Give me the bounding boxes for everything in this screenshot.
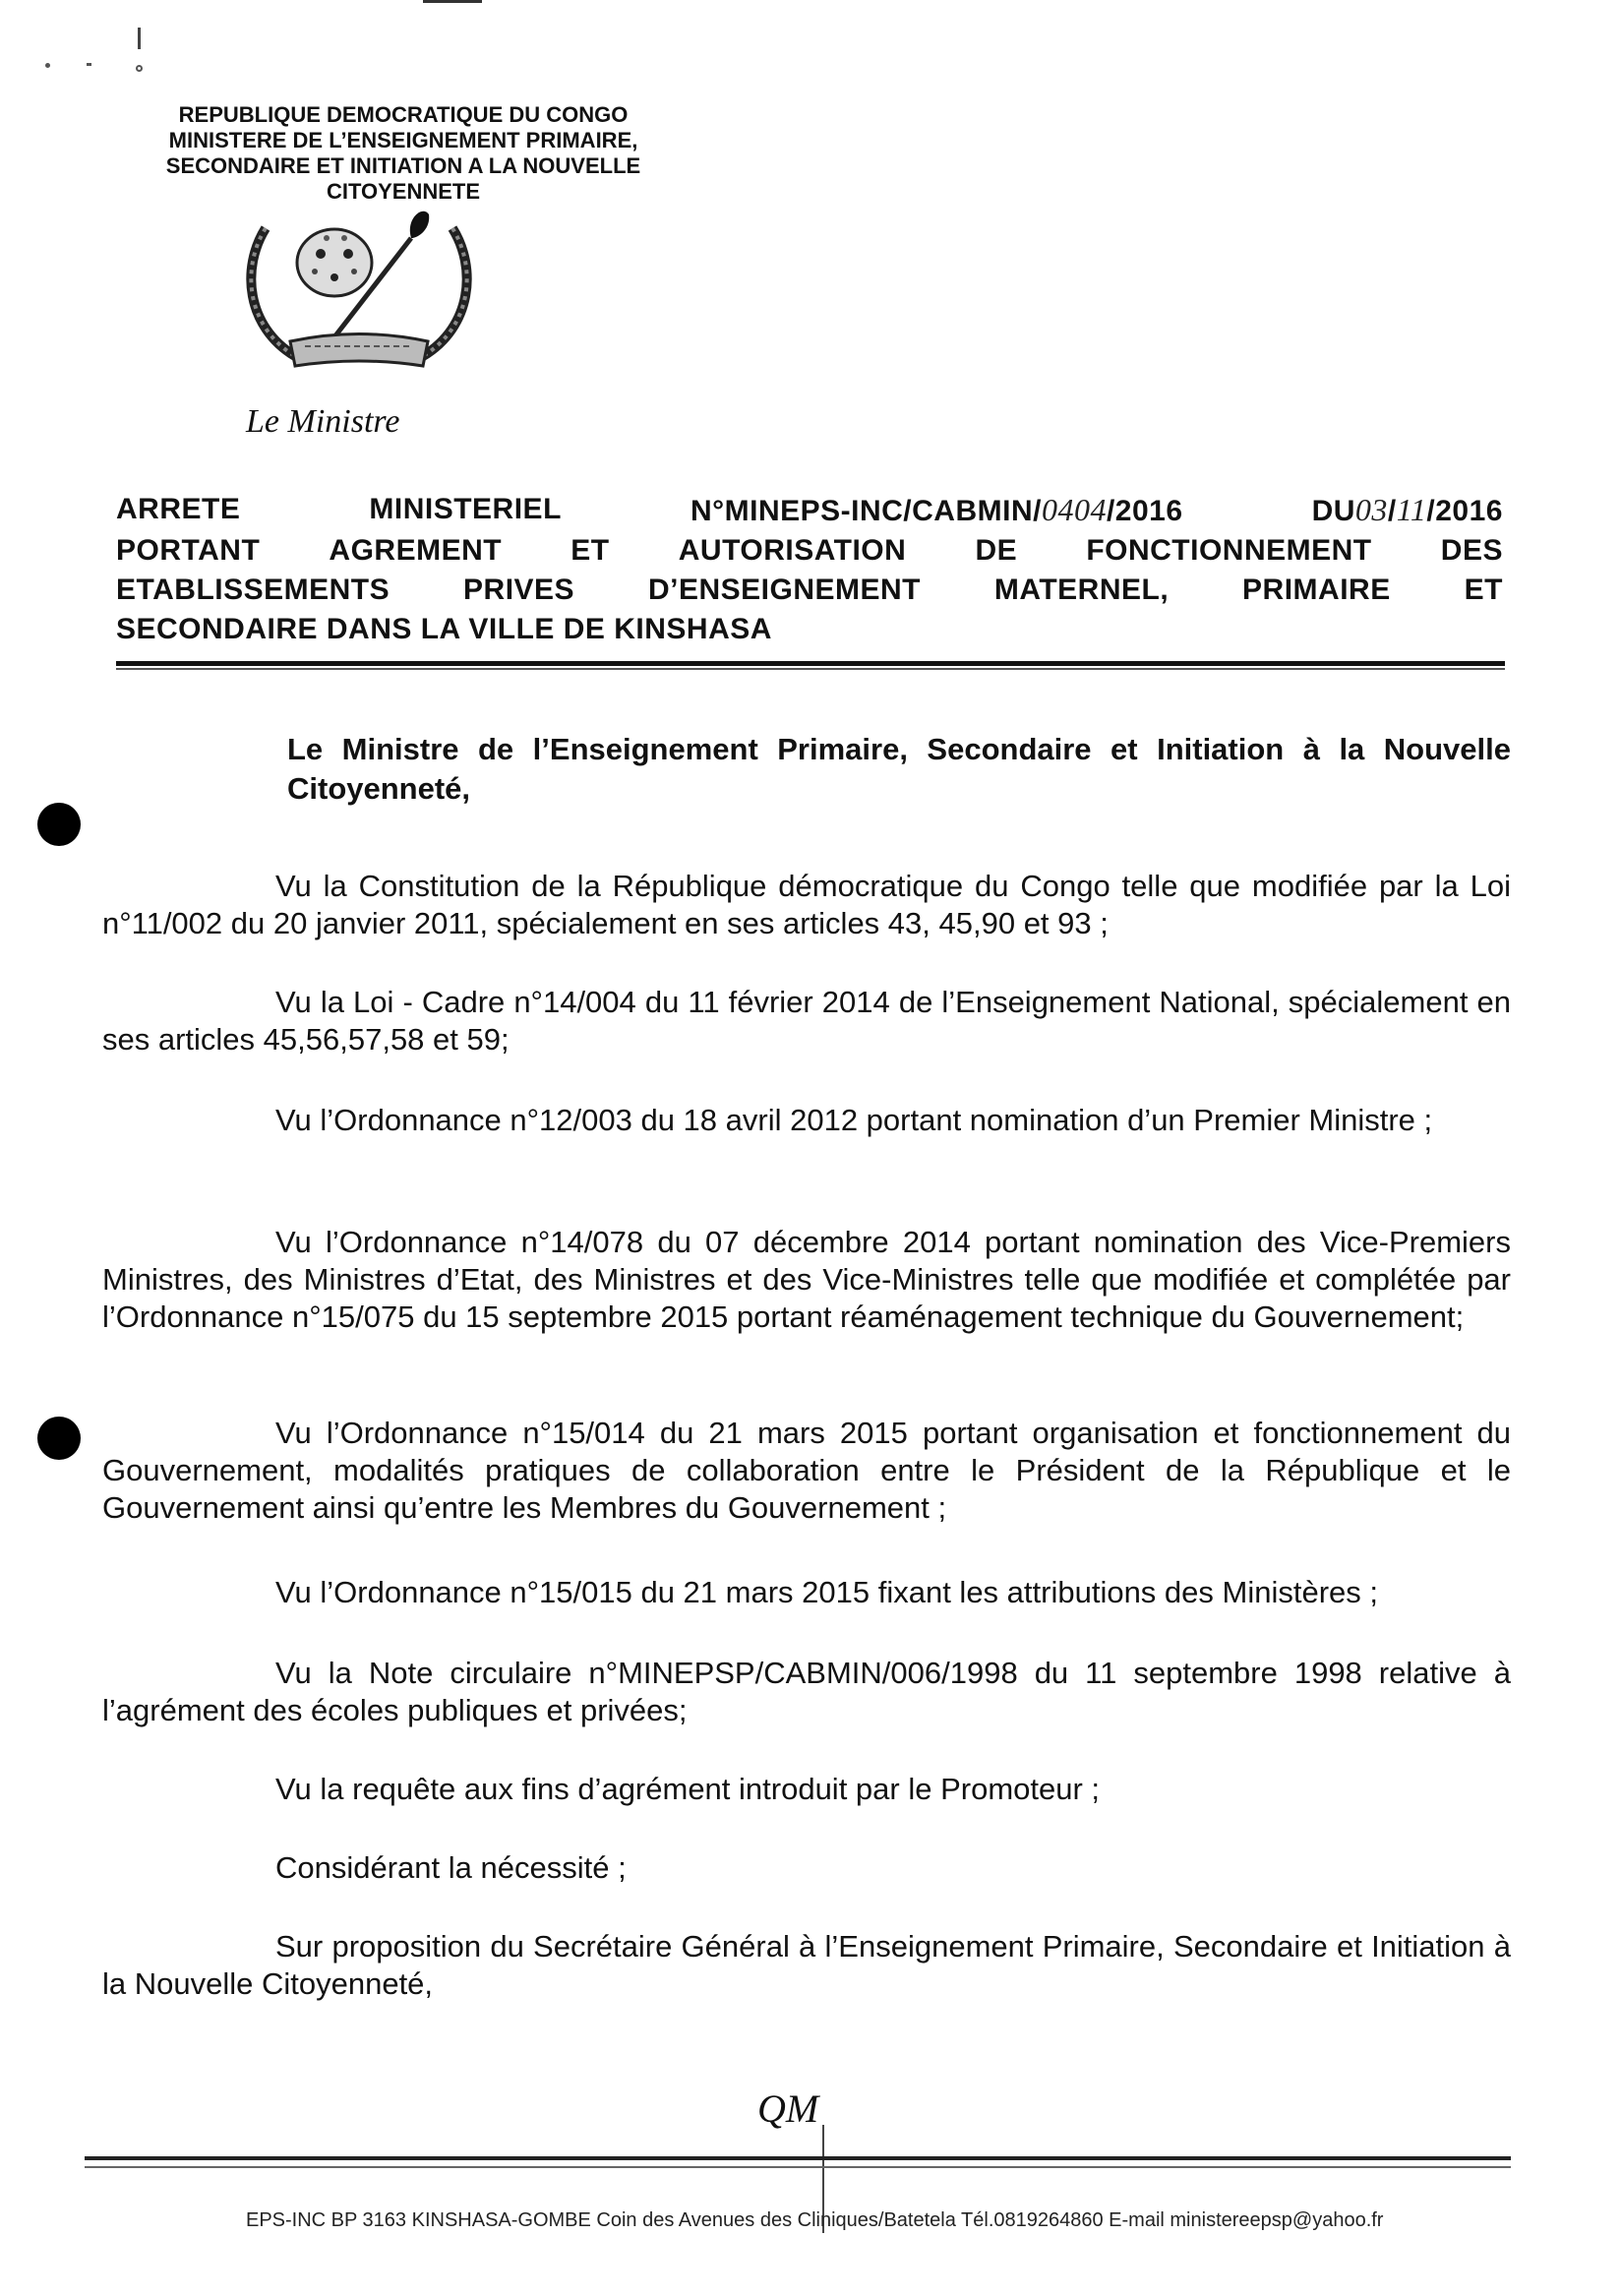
- ministry-header: [118, 102, 689, 205]
- decree-date-label: DU: [1311, 495, 1355, 527]
- scan-mark-dot: [87, 63, 91, 66]
- recital-text: Vu l’Ordonnance n°14/078 du 07 décembre 2014 portant nomination des Vice-Premiers Ministres, des Ministres d’Etat, des Ministres et des Vice-Ministres telle que modifiée et complétée par l’Ordonnance n°15/075 du 15 septembre 2015 portant réaménagement technique du Gouvernement;: [102, 1225, 1511, 1334]
- footer-rule: [85, 2156, 1511, 2160]
- title-line-3: [116, 571, 1503, 610]
- title-line-4: SECONDAIRE DANS LA VILLE DE KINSHASA: [116, 613, 772, 645]
- signature-block-title: Le Ministre: [246, 403, 400, 440]
- recital-text: Sur proposition du Secrétaire Général à l’Enseignement Primaire, Secondaire et Initiation à la Nouvelle Citoyenneté,: [102, 1929, 1511, 2001]
- title-word: MINISTERIEL: [369, 493, 562, 525]
- handwritten-initials: QM: [757, 2086, 819, 2131]
- title-underline-thin: [116, 668, 1505, 670]
- decree-reference-prefix: N°MINEPS-INC/CABMIN/: [690, 495, 1042, 527]
- title-word: PRIMAIRE: [1242, 574, 1391, 606]
- title-word: AGREMENT: [329, 534, 503, 567]
- handwritten-decree-number: 0404: [1041, 492, 1107, 527]
- scan-mark-dot: [136, 65, 143, 72]
- recital-paragraph: [102, 1415, 1511, 1527]
- title-word: DE: [975, 534, 1018, 567]
- recital-paragraph: [102, 1224, 1511, 1336]
- recital-text: Considérant la nécessité ;: [275, 1850, 627, 1885]
- minister-intro: Le Ministre de l’Enseignement Primaire, Secondaire et Initiation à la Nouvelle Citoyenneté,: [287, 732, 1511, 806]
- header-line: CITOYENNETE: [326, 179, 481, 204]
- title-underline: [116, 661, 1505, 666]
- title-word: ARRETE: [116, 493, 241, 525]
- footer-address: EPS-INC BP 3163 KINSHASA-GOMBE Coin des Avenues des Cliniques/Batetela Tél.0819264860 E-mail ministereepsp@yahoo.fr: [246, 2209, 1384, 2231]
- title-line-1: [116, 490, 1503, 531]
- scan-mark-top: [423, 0, 482, 3]
- title-line-2: [116, 531, 1503, 571]
- footer-rule-thin: [85, 2166, 1511, 2168]
- title-word: DES: [1440, 534, 1503, 567]
- recital-text: Vu l’Ordonnance n°15/014 du 21 mars 2015 portant organisation et fonctionnement du Gouvernement, modalités pratiques de collaboration entre le Président de la République et le Gouvernement ainsi qu’entre les Membres du Gouvernement ;: [102, 1416, 1511, 1525]
- title-word: ET: [570, 534, 610, 567]
- scan-mark-dot: [45, 63, 50, 68]
- title-word: D’ENSEIGNEMENT: [647, 574, 921, 606]
- decree-reference-year: /2016: [1106, 495, 1183, 527]
- handwritten-date-day: 03: [1354, 492, 1388, 527]
- decree-date-year: /2016: [1426, 495, 1503, 527]
- title-word: ETABLISSEMENTS: [116, 574, 390, 606]
- recital-paragraph: [102, 1771, 1511, 1808]
- decree-date: [1312, 490, 1503, 531]
- scan-mark-tick: [138, 28, 141, 49]
- decree-date-separator: /: [1387, 495, 1397, 527]
- recital-text: Vu l’Ordonnance n°12/003 du 18 avril 2012 portant nomination d’un Premier Ministre ;: [275, 1103, 1433, 1137]
- title-word: MATERNEL,: [993, 574, 1170, 606]
- recital-paragraph: [102, 1574, 1511, 1611]
- header-line: MINISTERE DE L’ENSEIGNEMENT PRIMAIRE,: [168, 128, 638, 152]
- recital-text: Vu l’Ordonnance n°15/015 du 21 mars 2015 fixant les attributions des Ministères ;: [275, 1575, 1378, 1609]
- recital-paragraph: [102, 1928, 1511, 2003]
- decree-reference: [690, 490, 1183, 531]
- title-word: PORTANT: [116, 534, 261, 567]
- recital-text: Vu la Loi - Cadre n°14/004 du 11 février 2014 de l’Enseignement National, spécialement en ses articles 45,56,57,58 et 59;: [102, 985, 1511, 1057]
- punch-hole-mark: [37, 803, 81, 846]
- title-word: AUTORISATION: [678, 534, 907, 567]
- recital-text: Vu la requête aux fins d’agrément introduit par le Promoteur ;: [275, 1772, 1101, 1806]
- coat-of-arms-icon: [236, 209, 482, 376]
- recital-text: Vu la Note circulaire n°MINEPSP/CABMIN/006/1998 du 11 septembre 1998 relative à l’agrément des écoles publiques et privées;: [102, 1656, 1511, 1727]
- handwritten-date-month: 11: [1396, 492, 1427, 527]
- recital-text: Vu la Constitution de la République démocratique du Congo telle que modifiée par la Loi n°11/002 du 20 janvier 2011, spécialement en ses articles 43, 45,90 et 93 ;: [102, 869, 1511, 940]
- title-word: FONCTIONNEMENT: [1086, 534, 1372, 567]
- recital-paragraph: [102, 868, 1511, 942]
- header-line: SECONDAIRE ET INITIATION A LA NOUVELLE: [165, 153, 641, 178]
- title-word: PRIVES: [463, 574, 575, 606]
- title-word: ET: [1464, 574, 1503, 606]
- header-line: REPUBLIQUE DEMOCRATIQUE DU CONGO: [178, 102, 629, 127]
- recital-paragraph: [102, 1655, 1511, 1729]
- decree-title: [116, 490, 1503, 649]
- recital-paragraph: [102, 984, 1511, 1058]
- punch-hole-mark: [37, 1417, 81, 1460]
- recital-paragraph: [102, 1849, 1511, 1887]
- recital-paragraph: [102, 1102, 1511, 1139]
